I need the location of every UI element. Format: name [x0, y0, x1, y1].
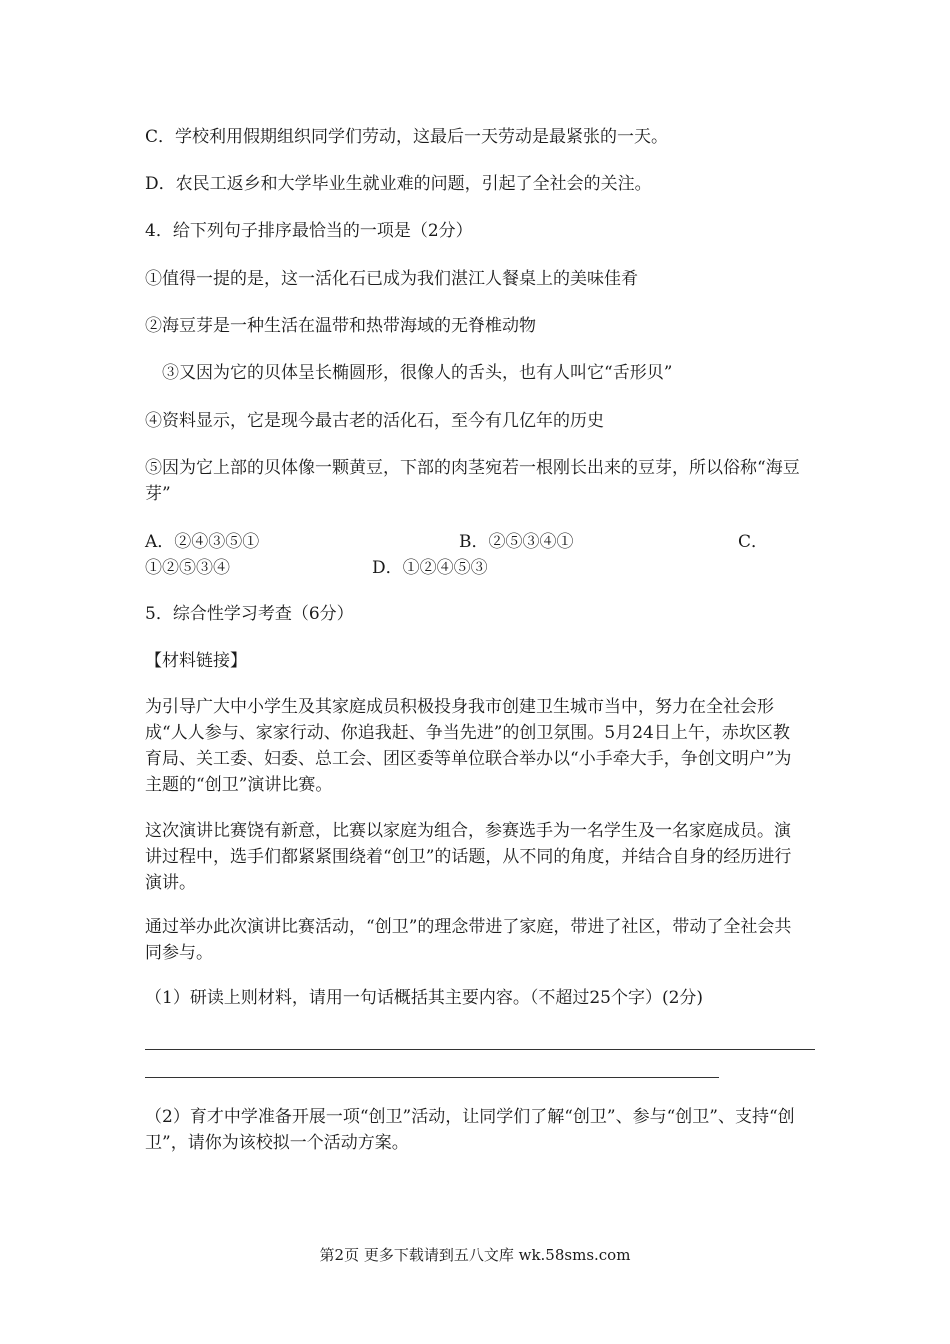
q4-option-d: D．①②④⑤③ — [372, 558, 488, 578]
sub-question-2: （2）育才中学准备开展一项“创卫”活动，让同学们了解“创卫”、参与“创卫”、支持“创卫”，请你为该校拟一个活动方案。 — [145, 1107, 795, 1153]
material-paragraph-1: 为引导广大中小学生及其家庭成员积极投身我市创建卫生城市当中，努力在全社会形成“人人参与、家家行动、你追我赶、争当先进”的创卫氛围。5月24日上午，赤坎区教育局、关工委、妇委、总工会、团区委等单位联合举办以“小手牵大手，争创文明户”为主题的“创卫”演讲比赛。 — [145, 697, 792, 795]
material-paragraph-2: 这次演讲比赛饶有新意，比赛以家庭为组合，参赛选手为一名学生及一名家庭成员。演讲过程中，选手们都紧紧围绕着“创卫”的话题，从不同的角度，并结合自身的经历进行演讲。 — [145, 821, 792, 893]
q4-option-b: B．②⑤③④① — [459, 532, 574, 552]
material-paragraph-3: 通过举办此次演讲比赛活动，“创卫”的理念带进了家庭，带进了社区，带动了全社会共同参与。 — [145, 917, 792, 963]
answer-line-2 — [145, 1077, 719, 1078]
sentence-4: ④资料显示，它是现今最古老的活化石，至今有几亿年的历史 — [145, 411, 604, 431]
q4-option-a: A．②④③⑤① — [145, 532, 260, 552]
sentence-1: ①值得一提的是，这一活化石已成为我们湛江人餐桌上的美味佳肴 — [145, 269, 638, 289]
answer-line-1 — [145, 1049, 815, 1050]
q3-option-c: C．学校利用假期组织同学们劳动，这最后一天劳动是最紧张的一天。 — [145, 127, 669, 147]
sentence-2: ②海豆芽是一种生活在温带和热带海域的无脊椎动物 — [145, 316, 536, 336]
q5-title: 5．综合性学习考查（6分） — [145, 604, 354, 624]
sub-question-1: （1）研读上则材料，请用一句话概括其主要内容。（不超过25个字）(2分) — [145, 988, 704, 1008]
sentence-5: ⑤因为它上部的贝体像一颗黄豆，下部的肉茎宛若一根刚长出来的豆芽，所以俗称“海豆芽” — [145, 458, 800, 504]
q4-option-c: C．①②⑤③④ — [145, 532, 769, 578]
material-heading: 【材料链接】 — [145, 651, 247, 671]
page-footer: 第2页 更多下载请到五八文库 wk.58sms.com — [319, 1246, 631, 1264]
sentence-3: ③又因为它的贝体呈长椭圆形，很像人的舌头，也有人叫它“舌形贝” — [162, 363, 673, 383]
q4-title: 4．给下列句子排序最恰当的一项是（2分） — [145, 221, 473, 241]
q3-option-d: D．农民工返乡和大学毕业生就业难的问题，引起了全社会的关注。 — [145, 174, 652, 194]
